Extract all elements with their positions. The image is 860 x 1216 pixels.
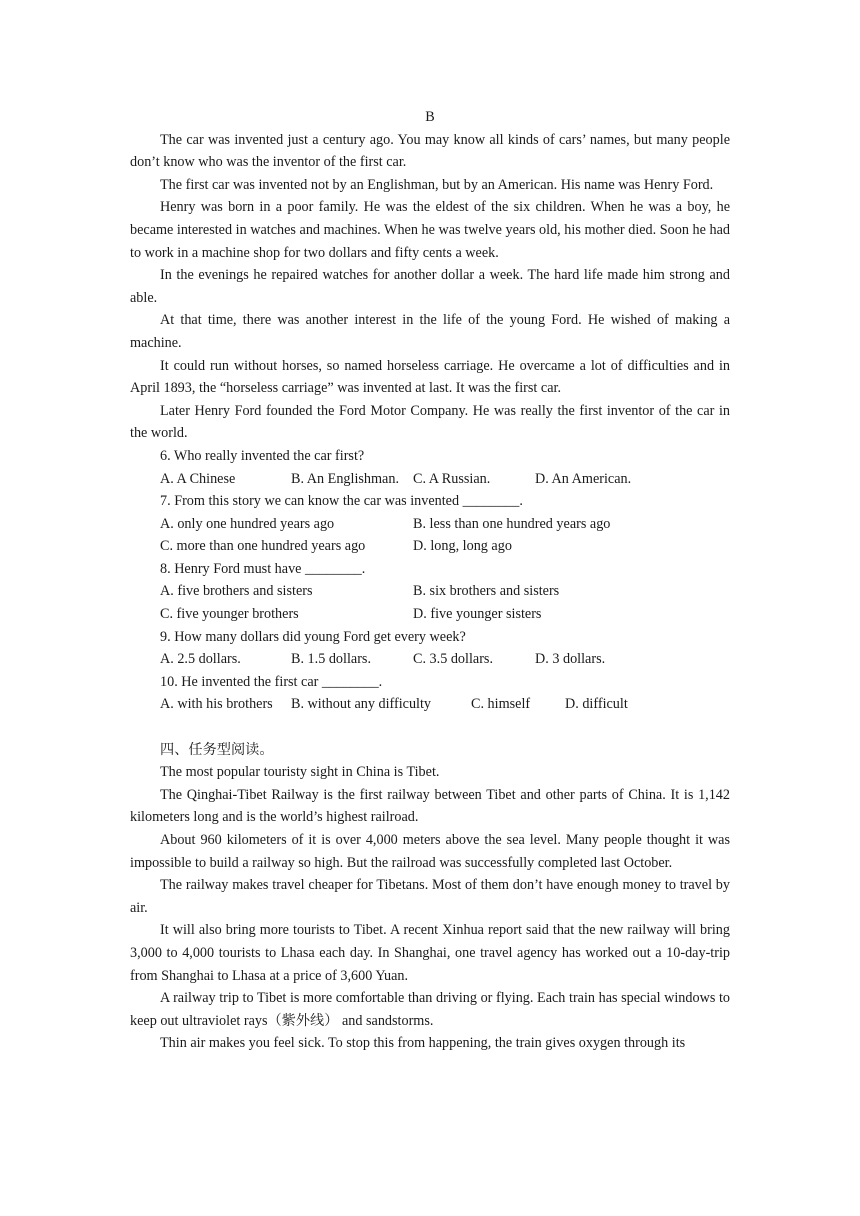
option-d: D. An American.	[535, 470, 632, 487]
question-stem: 6. Who really invented the car first?	[160, 447, 365, 464]
passage-paragraph: The first car was invented not by an Englishman, but by an American. His name was Henry Ford.	[160, 176, 714, 193]
option-row	[130, 693, 730, 716]
question-stem: 10. He invented the first car ________.	[160, 673, 383, 690]
option-c: C. A Russian.	[413, 470, 491, 487]
question-stem: 8. Henry Ford must have ________.	[160, 560, 366, 577]
section-title: B	[425, 109, 435, 125]
option-d: D. five younger sisters	[413, 606, 542, 623]
option-d: D. long, long ago	[413, 538, 512, 555]
spacer	[130, 716, 730, 739]
passage-paragraph: Henry was born in a poor family. He was the eldest of the six children. When he was a boy, he became interested in watches and machines. When he was twelve years old, his mother died. Soon he had to work in a machine shop for two dollars and fifty cents a week.	[130, 199, 730, 261]
passage-paragraph: A railway trip to Tibet is more comfortable than driving or flying. Each train has special windows to keep out ultraviolet rays（紫外线） and sandstorms.	[130, 990, 730, 1029]
passage-paragraph: Later Henry Ford founded the Ford Motor Company. He was really the first inventor of the car in the world.	[130, 402, 730, 442]
passage-paragraph: The most popular touristy sight in China is Tibet.	[160, 764, 440, 781]
option-a: A. with his brothers	[160, 696, 273, 713]
option-row	[130, 580, 730, 603]
question-stem: 9. How many dollars did young Ford get every week?	[160, 628, 466, 645]
document-page	[130, 106, 730, 1055]
option-b: B. An Englishman.	[291, 470, 399, 487]
option-c: C. 3.5 dollars.	[413, 651, 493, 668]
option-c: C. himself	[471, 696, 531, 713]
option-c: C. five younger brothers	[160, 606, 299, 623]
passage-paragraph: The car was invented just a century ago. You may know all kinds of cars’ names, but many people don’t know who was the inventor of the first car.	[130, 131, 730, 171]
option-a: A. 2.5 dollars.	[160, 651, 241, 668]
option-a: A. A Chinese	[160, 470, 236, 487]
option-row	[130, 603, 730, 626]
question-stem: 7. From this story we can know the car was invented ________.	[160, 493, 523, 510]
passage-paragraph: The Qinghai-Tibet Railway is the first railway between Tibet and other parts of China. It is 1,142 kilometers long and is the world’s highest railroad.	[130, 786, 730, 826]
option-b: B. six brothers and sisters	[413, 583, 560, 600]
option-a: A. only one hundred years ago	[160, 515, 335, 532]
option-a: A. five brothers and sisters	[160, 583, 313, 600]
passage-paragraph: It will also bring more tourists to Tibet. A recent Xinhua report said that the new railway will bring 3,000 to 4,000 tourists to Lhasa each day. In Shanghai, one travel agency has worked out a 10-day-trip from Shanghai to Lhasa at a price of 3,600 Yuan.	[130, 922, 730, 984]
option-b: B. less than one hundred years ago	[413, 515, 611, 532]
option-c: C. more than one hundred years ago	[160, 538, 366, 555]
option-b: B. without any difficulty	[291, 696, 432, 713]
option-row	[130, 513, 730, 536]
option-d: D. difficult	[565, 696, 628, 713]
option-d: D. 3 dollars.	[535, 651, 606, 668]
passage-paragraph: In the evenings he repaired watches for another dollar a week. The hard life made him strong and able.	[130, 267, 730, 306]
passage-paragraph: At that time, there was another interest in the life of the young Ford. He wished of making a machine.	[130, 312, 730, 351]
passage-paragraph: About 960 kilometers of it is over 4,000 meters above the sea level. Many people thought it was impossible to build a railway so high. But the railroad was successfully completed last October.	[130, 832, 730, 871]
option-row	[130, 648, 730, 671]
section-heading: 四、任务型阅读。	[160, 741, 274, 758]
option-b: B. 1.5 dollars.	[291, 651, 371, 668]
passage-paragraph: It could run without horses, so named horseless carriage. He overcame a lot of difficulties and in April 1893, the “horseless carriage” was invented at last. It was the first car.	[130, 357, 730, 397]
option-row	[130, 535, 730, 558]
passage-paragraph: The railway makes travel cheaper for Tibetans. Most of them don’t have enough money to travel by air.	[130, 877, 730, 916]
option-row	[130, 468, 730, 491]
passage-paragraph: Thin air makes you feel sick. To stop this from happening, the train gives oxygen through its	[160, 1035, 686, 1052]
